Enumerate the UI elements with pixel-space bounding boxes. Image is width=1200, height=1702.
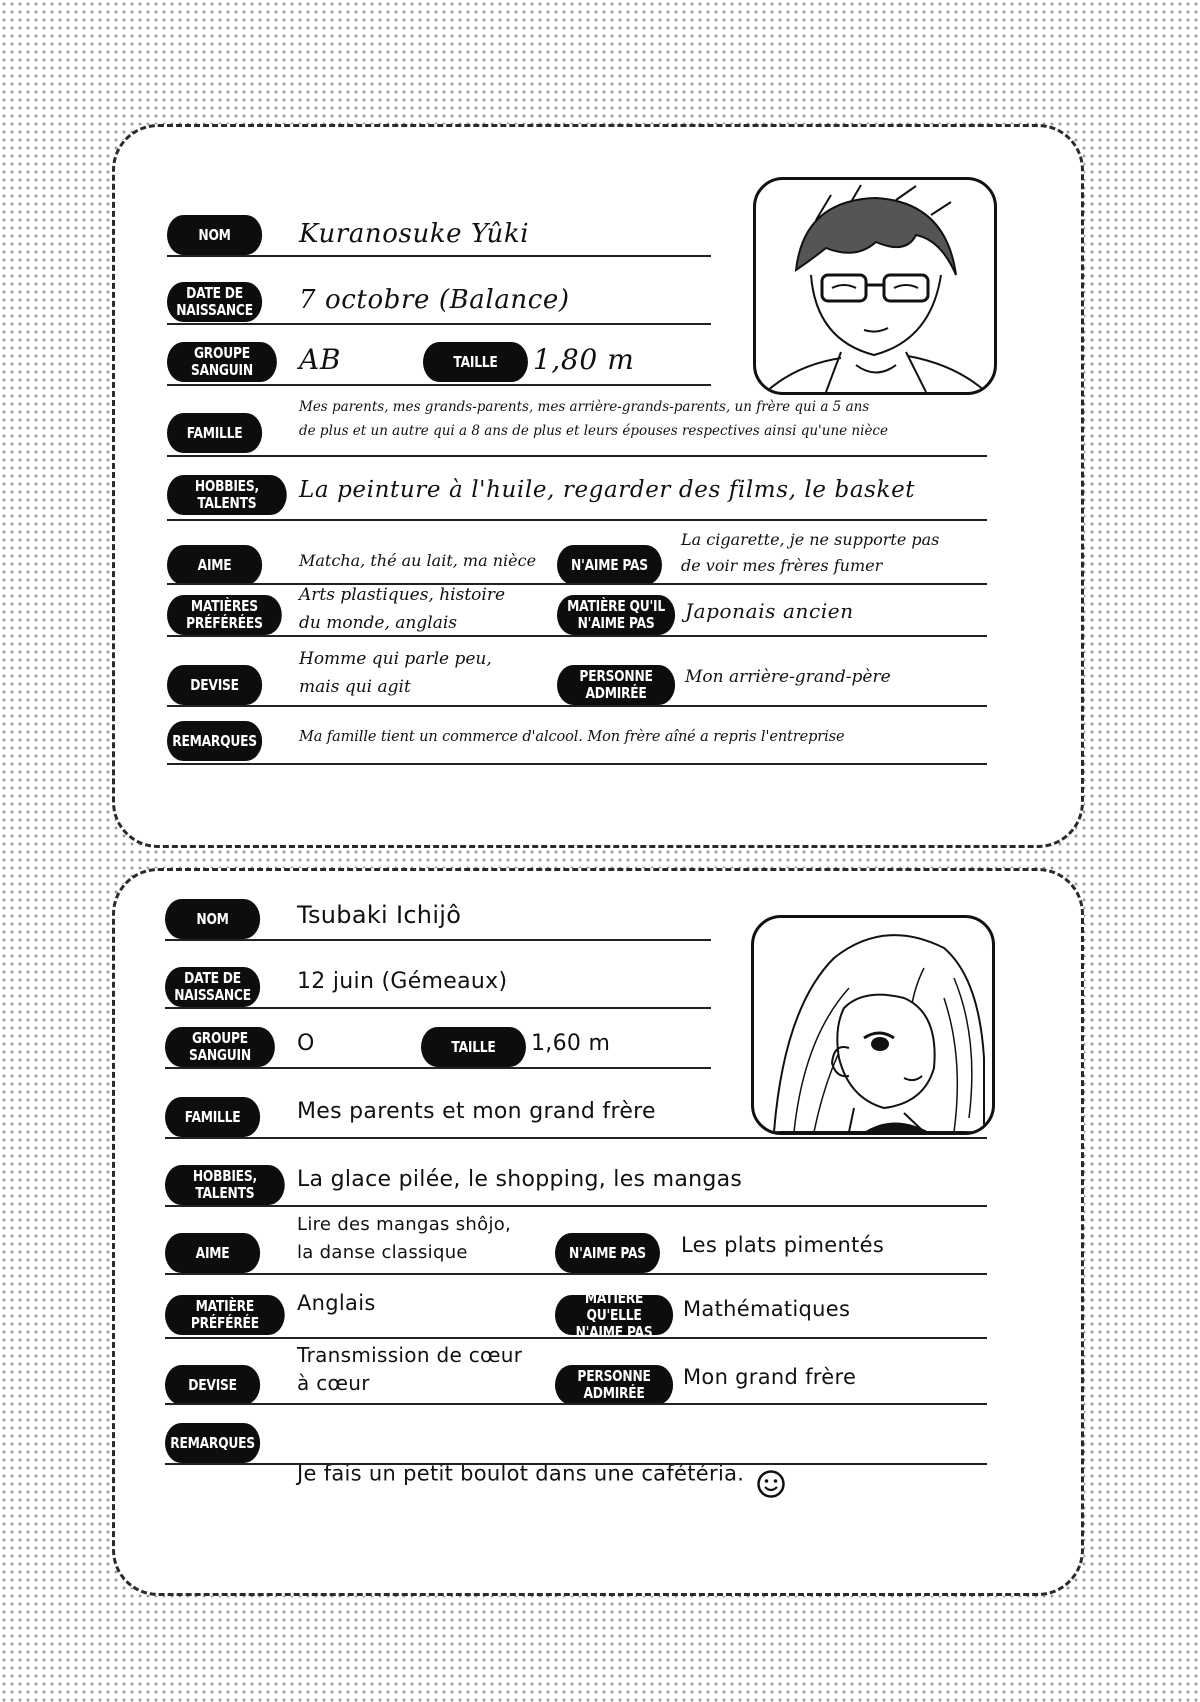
label-remarks: REMARQUES	[167, 721, 262, 761]
label-motto: DEVISE	[167, 665, 262, 705]
value-remarks: Je fais un petit boulot dans une cafétéria.	[297, 1461, 745, 1486]
underline	[165, 1067, 711, 1069]
profile-card-tsubaki	[112, 868, 1084, 1596]
label-blood: GROUPE SANGUIN	[167, 342, 277, 382]
value-family: Mes parents, mes grands-parents, mes arrière-grands-parents, un frère qui a 5 ans de plus et un autre qui a 8 ans de plus et leurs épouses respectives ainsi qu'une nièce	[299, 399, 888, 439]
label-blood: GROUPE SANGUIN	[165, 1027, 275, 1067]
value-blood: AB	[299, 343, 341, 376]
value-birth: 7 octobre (Balance)	[299, 285, 570, 315]
value-fav-subject: Anglais	[297, 1291, 376, 1315]
underline	[167, 705, 987, 707]
label-hobbies: HOBBIES, TALENTS	[165, 1165, 285, 1205]
label-fav-subject: MATIÈRES PRÉFÉRÉES	[167, 595, 282, 635]
label-admired: PERSONNE ADMIRÉE	[557, 665, 675, 705]
underline	[167, 519, 987, 521]
value-dislikes: Les plats pimentés	[681, 1233, 885, 1257]
value-admired: Mon arrière-grand-père	[685, 667, 891, 687]
underline	[167, 455, 987, 457]
underline	[167, 763, 987, 765]
underline	[167, 255, 711, 257]
underline	[165, 1273, 987, 1275]
profile-card-kuranosuke	[112, 124, 1084, 848]
value-fav-subject: Arts plastiques, histoire du monde, anglais	[299, 585, 506, 633]
value-name: Kuranosuke Yûki	[299, 219, 530, 249]
portrait-kuranosuke	[753, 177, 997, 395]
label-birth: DATE DE NAISSANCE	[165, 967, 260, 1007]
value-birth: 12 juin (Gémeaux)	[297, 969, 508, 994]
label-height: TAILLE	[423, 342, 528, 382]
value-likes: Lire des mangas shôjo, la danse classique	[297, 1214, 512, 1263]
label-dislikes: N'AIME PAS	[557, 545, 662, 585]
value-height: 1,60 m	[531, 1031, 611, 1056]
label-motto: DEVISE	[165, 1365, 260, 1405]
value-disliked-subject: Mathématiques	[683, 1297, 851, 1321]
value-hobbies: La peinture à l'huile, regarder des films, le basket	[299, 477, 916, 503]
label-disliked-subject: MATIÈRE QU'IL N'AIME PAS	[557, 595, 675, 635]
long-haired-character-drawing	[754, 918, 992, 1132]
label-likes: AIME	[165, 1233, 260, 1273]
underline	[165, 939, 711, 941]
value-height: 1,80 m	[533, 343, 635, 376]
value-admired: Mon grand frère	[683, 1365, 857, 1389]
value-name: Tsubaki Ichijô	[297, 901, 462, 929]
underline	[165, 1007, 711, 1009]
underline	[167, 635, 987, 637]
value-likes: Matcha, thé au lait, ma nièce	[299, 551, 537, 570]
value-blood: O	[297, 1031, 315, 1056]
value-disliked-subject: Japonais ancien	[685, 599, 854, 623]
underline	[167, 384, 711, 386]
value-family: Mes parents et mon grand frère	[297, 1099, 656, 1124]
underline	[167, 323, 711, 325]
underline	[165, 1463, 987, 1465]
label-height: TAILLE	[421, 1027, 526, 1067]
boy-with-glasses-drawing	[756, 180, 994, 392]
underline	[165, 1337, 987, 1339]
underline	[167, 583, 987, 585]
value-hobbies: La glace pilée, le shopping, les mangas	[297, 1167, 743, 1192]
label-likes: AIME	[167, 545, 262, 585]
label-fav-subject: MATIÈRE PRÉFÉRÉE	[165, 1295, 285, 1335]
label-family: FAMILLE	[165, 1097, 260, 1137]
label-birth: DATE DE NAISSANCE	[167, 282, 262, 322]
label-dislikes: N'AIME PAS	[555, 1233, 660, 1273]
underline	[165, 1205, 987, 1207]
label-family: FAMILLE	[167, 413, 262, 453]
smiley-icon	[756, 1445, 786, 1504]
label-name: NOM	[165, 899, 260, 939]
value-motto: Homme qui parle peu, mais qui agit	[299, 649, 492, 697]
label-name: NOM	[167, 215, 262, 255]
label-hobbies: HOBBIES, TALENTS	[167, 475, 287, 515]
value-dislikes: La cigarette, je ne supporte pas de voir mes frères fumer	[681, 530, 940, 575]
underline	[165, 1403, 987, 1405]
portrait-tsubaki	[751, 915, 995, 1135]
label-disliked-subject: MATIÈRE QU'ELLE N'AIME PAS	[555, 1295, 673, 1335]
underline	[165, 1137, 987, 1139]
value-motto: Transmission de cœur à cœur	[297, 1343, 523, 1395]
label-admired: PERSONNE ADMIRÉE	[555, 1365, 673, 1405]
label-remarks: REMARQUES	[165, 1423, 260, 1463]
value-remarks: Ma famille tient un commerce d'alcool. Mon frère aîné a repris l'entreprise	[299, 729, 845, 745]
